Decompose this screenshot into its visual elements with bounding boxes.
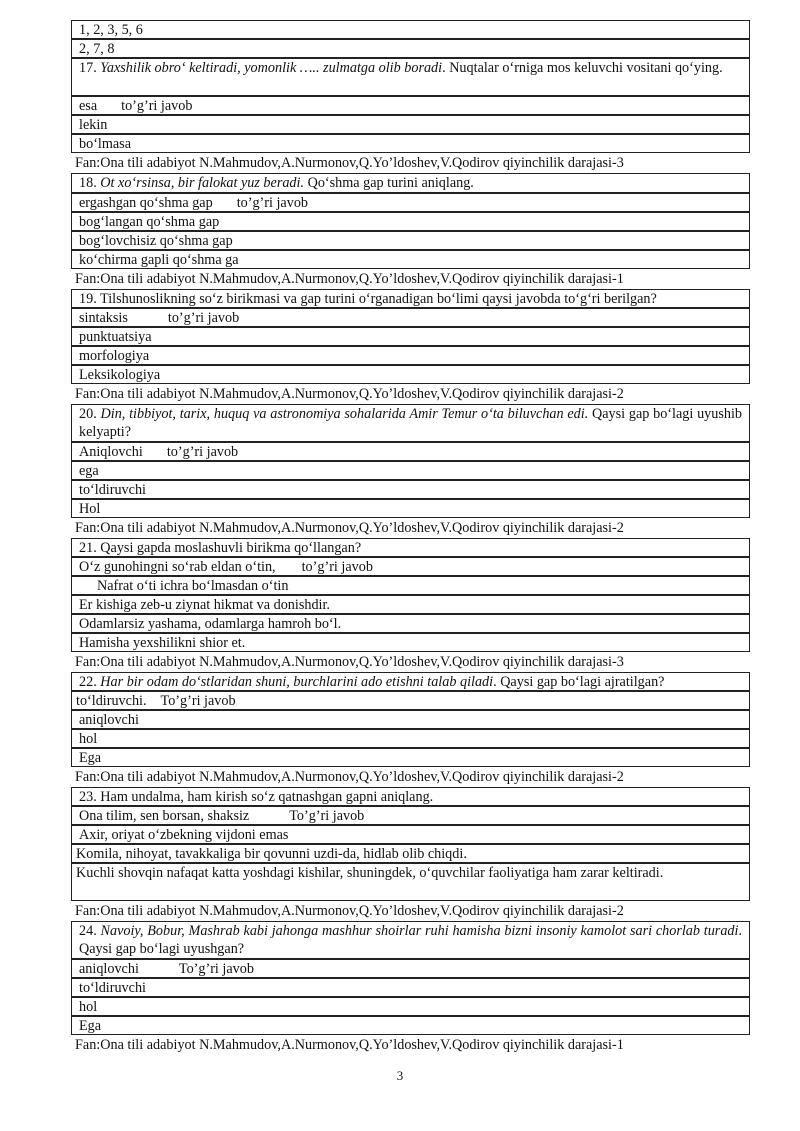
question-number: 18. (79, 175, 97, 191)
correct-answer-marker: to’g’ri javob (166, 444, 239, 460)
question-text: Qaysi gap bo‘lagi uyushib kelyapti? (79, 406, 742, 440)
difficulty-level: 2 (616, 769, 624, 785)
answer-option (71, 959, 750, 978)
answer-option (71, 115, 750, 134)
question-18 (71, 173, 750, 193)
option-text: Ega (79, 1018, 102, 1034)
subject-line: Fan:Ona tili adabiyot N.Mahmudov,A.Nurmonov,Q.Yo’ldoshev,V.Qodirov qiyinchilik darajasi- (75, 769, 617, 785)
difficulty-level: 1 (616, 271, 624, 287)
question-text: . Nuqtalar o‘rniga mos keluvchi vositani qo‘ying. (442, 60, 723, 76)
correct-answer-marker: to’g’ri javob (121, 98, 193, 114)
question-21 (71, 538, 750, 557)
option-text: to‘ldiruvchi. (76, 693, 147, 709)
question-italic-text: Navoiy, Bobur, Mashrab kabi jahonga mashhur shoirlar ruhi hamisha bizni insoniy kamolot sari chorlab turadi (100, 923, 739, 939)
option-text: hol (79, 999, 98, 1015)
question-24 (71, 921, 750, 959)
difficulty-level: 2 (616, 520, 624, 536)
question-number: 24. (79, 923, 97, 939)
option-text: sintaksis (79, 310, 128, 326)
question-text: 23. Ham undalma, ham kirish so‘z qatnashgan gapni aniqlang. (79, 789, 434, 805)
answer-option (71, 863, 750, 901)
answer-option (71, 557, 750, 576)
answer-option (71, 461, 750, 480)
answer-option (71, 327, 750, 346)
question-text: 19. Tilshunoslikning so‘z birikmasi va gap turini o‘rganadigan bo‘limi qaysi javobda to‘g‘ri berilgan? (79, 291, 657, 307)
option-text: Aniqlovchi (79, 444, 143, 460)
option-text: ega (79, 463, 99, 479)
answer-option (71, 442, 750, 461)
option-text: hol (79, 731, 98, 747)
option-text: punktuatsiya (79, 329, 152, 345)
answer-option (71, 499, 750, 518)
subject-info (75, 270, 775, 288)
option-text: morfologiya (79, 348, 150, 364)
option-text: Hamisha yexshilikni shior et. (79, 635, 246, 651)
question-italic-text: Har bir odam do‘stlaridan shuni, burchlarini ado etishni talab qiladi (100, 674, 494, 690)
option-text: aniqlovchi (79, 961, 139, 977)
subject-info (75, 902, 775, 920)
subject-info (75, 154, 775, 172)
subject-line: Fan:Ona tili adabiyot N.Mahmudov,A.Nurmonov,Q.Yo’ldoshev,V.Qodirov qiyinchilik darajasi- (75, 1037, 617, 1053)
answer-option (71, 691, 750, 710)
option-text: Ega (79, 750, 102, 766)
option-text: Kuchli shovqin nafaqat katta yoshdagi kishilar, shuningdek, o‘quvchilar faoliyatiga ham zarar keltiradi. (76, 865, 664, 881)
option-text: bog‘lovchisiz qo‘shma gap (79, 233, 233, 249)
subject-info (75, 653, 775, 671)
question-number: 20. (79, 406, 97, 422)
option-text: Er kishiga zeb-u ziynat hikmat va donishdir. (79, 597, 330, 613)
difficulty-level: 3 (616, 155, 624, 171)
answer-option (71, 595, 750, 614)
question-text: . Qaysi gap bo‘lagi uyushgan? (79, 923, 742, 957)
answer-option (71, 480, 750, 499)
question-number: 22. (79, 674, 97, 690)
option-text: 1, 2, 3, 5, 6 (79, 22, 143, 38)
answer-option (71, 231, 750, 250)
option-text: Komila, nihoyat, tavakkaliga bir qovunni uzdi-da, hidlab olib chiqdi. (76, 846, 467, 862)
option-text: Leksikologiya (79, 367, 161, 383)
answer-option (71, 844, 750, 863)
option-text: Axir, oriyat o‘zbekning vijdoni emas (79, 827, 289, 843)
question-number: 17. (79, 60, 97, 76)
answer-option (71, 806, 750, 825)
subject-line: Fan:Ona tili adabiyot N.Mahmudov,A.Nurmonov,Q.Yo’ldoshev,V.Qodirov qiyinchilik darajasi- (75, 271, 617, 287)
option-text: Hol (79, 501, 101, 517)
subject-line: Fan:Ona tili adabiyot N.Mahmudov,A.Nurmonov,Q.Yo’ldoshev,V.Qodirov qiyinchilik darajasi- (75, 386, 617, 402)
answer-row (71, 20, 750, 39)
option-text: Nafrat o‘ti ichra bo‘lmasdan o‘tin (97, 578, 289, 594)
option-text: Odamlarsiz yashama, odamlarga hamroh bo‘l. (79, 616, 342, 632)
option-text: lekin (79, 117, 108, 133)
answer-row (71, 39, 750, 58)
difficulty-level: 2 (616, 386, 624, 402)
option-text: ergashgan qo‘shma gap (79, 195, 213, 211)
subject-info (75, 1036, 775, 1054)
answer-option (71, 576, 750, 595)
answer-option (71, 633, 750, 652)
option-text: aniqlovchi (79, 712, 139, 728)
subject-info (75, 519, 775, 537)
difficulty-level: 3 (616, 654, 624, 670)
subject-info (75, 385, 775, 403)
answer-option (71, 729, 750, 748)
option-text: O‘z gunohingni so‘rab eldan o‘tin, (79, 559, 276, 575)
question-text: 21. Qaysi gapda moslashuvli birikma qo‘llangan? (79, 540, 362, 556)
question-23 (71, 787, 750, 806)
subject-line: Fan:Ona tili adabiyot N.Mahmudov,A.Nurmonov,Q.Yo’ldoshev,V.Qodirov qiyinchilik darajasi- (75, 520, 617, 536)
difficulty-level: 2 (616, 903, 624, 919)
answer-option (71, 250, 750, 269)
correct-answer-marker: To’g’ri javob (289, 808, 365, 824)
option-text: to‘ldiruvchi (79, 980, 146, 996)
question-italic-text: Ot xo‘rsinsa, bir falokat yuz beradi. (100, 175, 305, 191)
subject-line: Fan:Ona tili adabiyot N.Mahmudov,A.Nurmonov,Q.Yo’ldoshev,V.Qodirov qiyinchilik darajasi- (75, 155, 617, 171)
option-text: bog‘langan qo‘shma gap (79, 214, 220, 230)
subject-line: Fan:Ona tili adabiyot N.Mahmudov,A.Nurmonov,Q.Yo’ldoshev,V.Qodirov qiyinchilik darajasi- (75, 654, 617, 670)
correct-answer-marker: to’g’ri javob (236, 195, 309, 211)
option-text: ko‘chirma gapli qo‘shma ga (79, 252, 239, 268)
answer-option (71, 997, 750, 1016)
difficulty-level: 1 (616, 1037, 624, 1053)
question-italic-text: Yaxshilik obro‘ keltiradi, yomonlik ….. zulmatga olib boradi (100, 60, 443, 76)
question-text: Qo‘shma gap turini aniqlang. (304, 175, 474, 191)
answer-option (71, 614, 750, 633)
answer-option (71, 134, 750, 153)
answer-option (71, 1016, 750, 1035)
answer-option (71, 96, 750, 115)
option-text: bo‘lmasa (79, 136, 132, 152)
correct-answer-marker: to’g’ri javob (167, 310, 240, 326)
answer-option (71, 308, 750, 327)
answer-option (71, 978, 750, 997)
correct-answer-marker: To’g’ri javob (178, 961, 254, 977)
answer-option (71, 710, 750, 729)
correct-answer-marker: to’g’ri javob (301, 559, 373, 575)
question-22 (71, 672, 750, 691)
answer-option (71, 365, 750, 384)
question-text: . Qaysi gap bo‘lagi ajratilgan? (493, 674, 665, 690)
option-text: esa (79, 98, 98, 114)
correct-answer-marker: To’g’ri javob (160, 693, 236, 709)
option-text: 2, 7, 8 (79, 41, 115, 57)
subject-line: Fan:Ona tili adabiyot N.Mahmudov,A.Nurmonov,Q.Yo’ldoshev,V.Qodirov qiyinchilik darajasi- (75, 903, 617, 919)
answer-option (71, 212, 750, 231)
answer-option (71, 346, 750, 365)
page-number: 3 (396, 1068, 404, 1083)
answer-option (71, 748, 750, 767)
option-text: to‘ldiruvchi (79, 482, 146, 498)
question-19 (71, 289, 750, 308)
subject-info (75, 768, 775, 786)
answer-option (71, 825, 750, 844)
question-italic-text: Din, tibbiyot, tarix, huquq va astronomiya sohalarida Amir Temur o‘ta biluvchan edi. (100, 406, 589, 422)
question-20 (71, 404, 750, 442)
option-text: Ona tilim, sen borsan, shaksiz (79, 808, 250, 824)
answer-option (71, 193, 750, 212)
question-17 (71, 58, 750, 96)
